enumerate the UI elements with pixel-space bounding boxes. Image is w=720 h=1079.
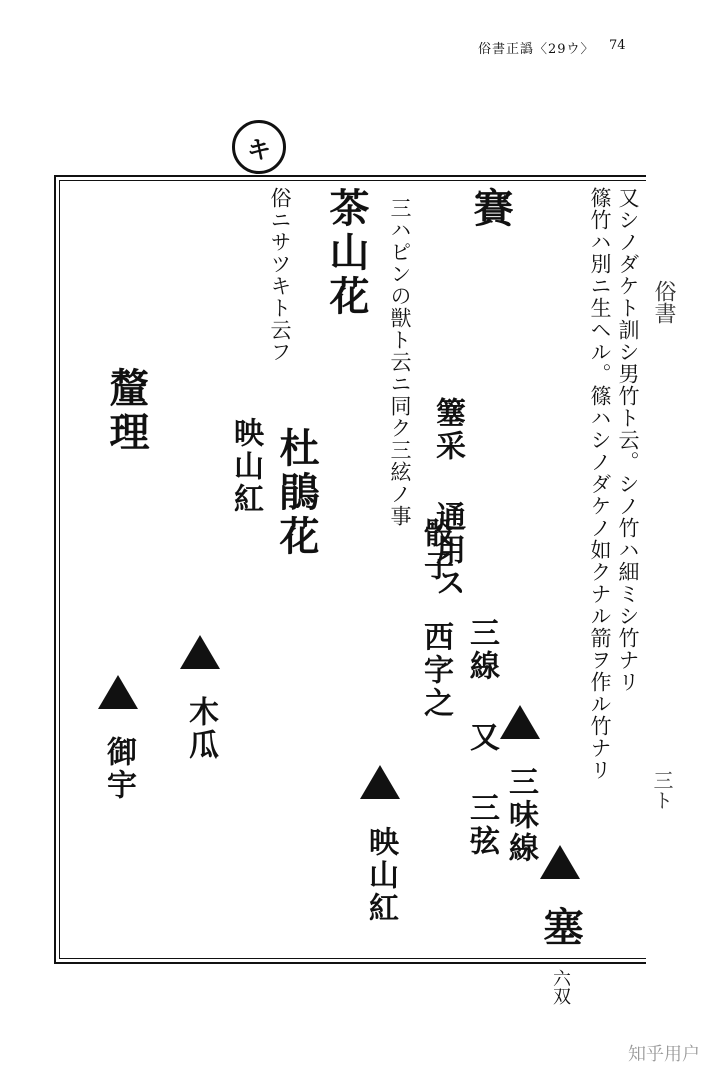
- margin-text: 俗書: [651, 280, 676, 324]
- book-title: 俗書正譌〈29ウ〉: [478, 42, 595, 57]
- entry-headword: 釐理: [103, 367, 150, 455]
- entry-headword: 三線 又 三弦: [464, 617, 499, 858]
- entry-column: [500, 697, 540, 865]
- text-column: 三ハピンの獣ト云ニ同ク三絃ノ事: [388, 197, 412, 527]
- page-number: 74: [609, 38, 626, 53]
- entry-headword: 杜鵑花: [273, 427, 320, 559]
- triangle-marker-icon: [180, 635, 220, 669]
- text-column: 俗ニサツキト云フ: [268, 187, 292, 363]
- margin-text: 三ト: [650, 770, 674, 810]
- entry-headword: 三味線: [503, 766, 538, 865]
- entry-column: [180, 627, 220, 762]
- triangle-marker-icon: [500, 705, 540, 739]
- text-column: 又シノダケト訓シ男竹ト云。シノ竹ハ細ミシ竹ナリ: [616, 187, 640, 693]
- seal-char: キ: [247, 134, 271, 164]
- triangle-marker-icon: [98, 675, 138, 709]
- entry-column: [228, 417, 263, 516]
- text-column: 篠竹ハ別ニ生ヘル。篠ハシノダケノ如クナル箭ヲ作ル竹ナリ: [588, 187, 612, 781]
- entry-column: [537, 837, 584, 1005]
- entry-headword: 映山紅: [363, 826, 398, 925]
- entry-headword: 映山紅: [228, 417, 263, 516]
- triangle-marker-icon: [360, 765, 400, 799]
- entry-headword: 塞: [537, 906, 584, 950]
- entry-headword: 御宇: [101, 736, 136, 802]
- entry-headword: 木瓜: [183, 696, 218, 762]
- entry-headword: 茶山花: [323, 187, 370, 319]
- entry-column: [360, 757, 400, 925]
- entry-headword: 賽: [467, 187, 514, 231]
- entry-note: 六双: [550, 969, 571, 1005]
- entry-headword: 骰子 西字之: [418, 517, 453, 720]
- entry-column: [98, 667, 138, 802]
- entry-headword: 簺采 通用ス: [430, 397, 465, 600]
- page-header: [0, 38, 720, 62]
- triangle-marker-icon: [540, 845, 580, 879]
- section-seal: [232, 120, 286, 174]
- watermark: 知乎用户: [628, 1044, 700, 1065]
- text-frame: [54, 175, 646, 1005]
